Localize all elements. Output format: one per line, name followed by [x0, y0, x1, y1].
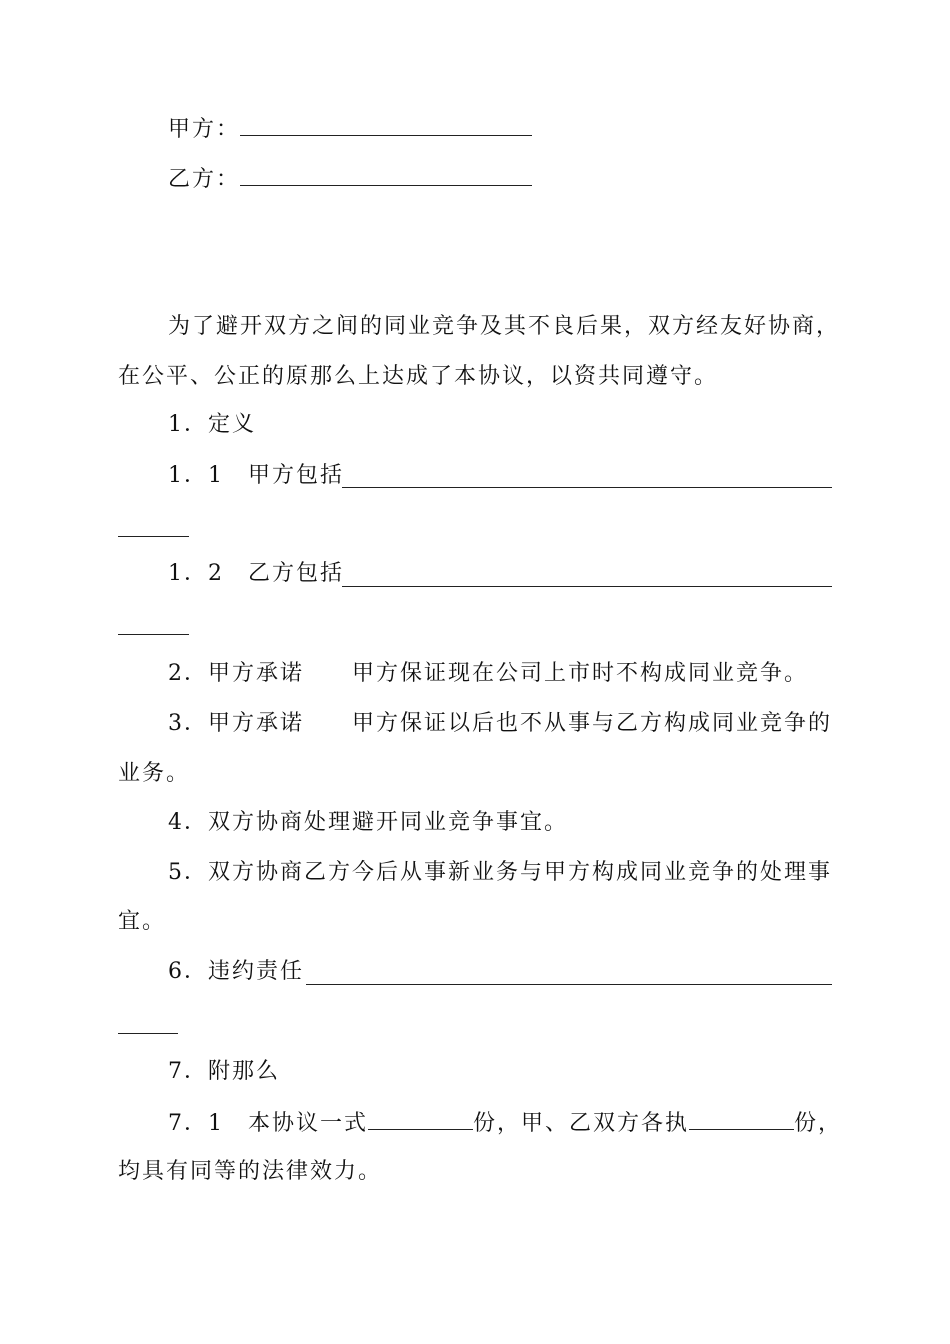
section-1-2-label: 1．2 乙方包括 — [168, 561, 344, 586]
section-1-1-blank-continued[interactable] — [118, 535, 189, 537]
party-a-line — [168, 113, 532, 145]
section-4: 4．双方协商处理避开同业竞争事宜。 — [168, 810, 568, 835]
copies-each-blank[interactable] — [689, 1107, 794, 1130]
section-6-label: 6．违约责任 — [168, 959, 304, 984]
section-1-2-blank[interactable] — [342, 585, 832, 587]
section-6-blank-continued[interactable] — [118, 1032, 178, 1034]
party-b-blank[interactable] — [240, 163, 532, 186]
section-7-heading: 7．附那么 — [168, 1059, 280, 1084]
section-1-1-blank[interactable] — [342, 486, 832, 488]
section-5-line-2: 宜。 — [118, 909, 167, 934]
section-1-1-label: 1．1 甲方包括 — [168, 463, 344, 488]
section-6-line — [168, 957, 304, 987]
section-7-1-line-2: 均具有同等的法律效力。 — [118, 1159, 383, 1184]
party-a-blank[interactable] — [240, 113, 532, 136]
party-b-label: 乙方： — [168, 167, 241, 192]
section-1-heading: 1．定义 — [168, 412, 256, 437]
party-a-label: 甲方： — [168, 117, 241, 142]
party-b-line — [168, 163, 532, 195]
section-7-1-line-1 — [168, 1107, 842, 1139]
intro-line-2: 在公平、公正的原那么上达成了本协议，以资共同遵守。 — [118, 364, 719, 389]
intro-line-1: 为了避开双方之间的同业竞争及其不良后果，双方经友好协商， — [168, 314, 841, 339]
section-7-1-part-3: 份， — [794, 1111, 843, 1136]
section-7-1-part-2: 份，甲、乙双方各执 — [473, 1111, 690, 1136]
section-1-2-blank-continued[interactable] — [118, 633, 189, 635]
section-2: 2．甲方承诺 甲方保证现在公司上市时不构成同业竞争。 — [168, 661, 808, 686]
section-1-1-line — [168, 461, 344, 491]
section-1-2-line — [168, 559, 344, 589]
section-7-1-part-1: 7．1 本协议一式 — [168, 1111, 368, 1136]
copies-total-blank[interactable] — [368, 1107, 473, 1130]
section-5-line-1: 5．双方协商乙方今后从事新业务与甲方构成同业竞争的处理事 — [168, 860, 832, 885]
section-3-line-1: 3．甲方承诺 甲方保证以后也不从事与乙方构成同业竞争的 — [168, 711, 832, 736]
section-3-line-2: 业务。 — [118, 761, 191, 786]
section-6-blank[interactable] — [306, 983, 832, 985]
